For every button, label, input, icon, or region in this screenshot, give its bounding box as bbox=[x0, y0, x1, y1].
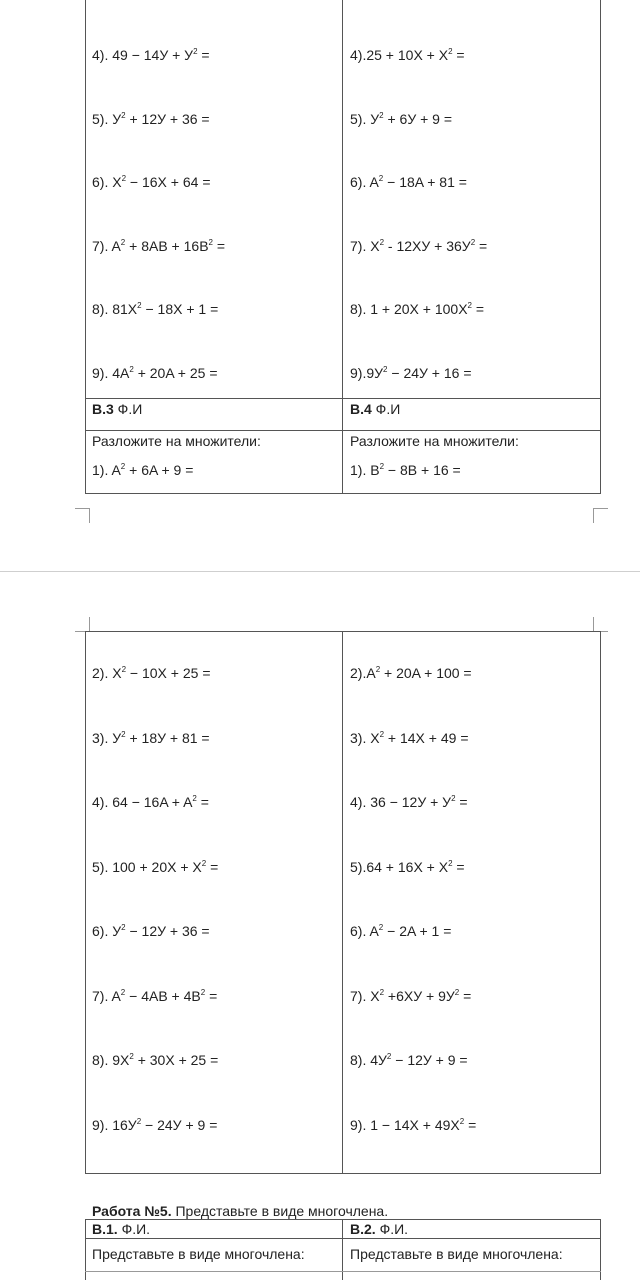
expression: 6). $A^2 - 18A + 81$ = bbox=[350, 174, 467, 190]
page-corner-mark bbox=[593, 617, 608, 632]
expression: $2).A^2 + 20A + 100$ = bbox=[350, 665, 472, 681]
page-corner-mark bbox=[593, 508, 608, 523]
name-field-label: Ф.И bbox=[113, 401, 143, 417]
variant-label: В.4 bbox=[350, 401, 372, 417]
instruction-right: Разложите на множители: bbox=[350, 433, 519, 449]
expression: 4). $64 - 16A + A^2$ = bbox=[92, 794, 209, 810]
variant-4-header bbox=[350, 400, 400, 418]
expression: 9). $16У^2 - 24У + 9$ = bbox=[92, 1116, 218, 1133]
instruction-left: Разложите на множители: bbox=[92, 433, 261, 449]
expression: 2). $X^2 - 10X + 25$ = bbox=[92, 665, 211, 681]
work5-title: Работа №5. Представьте в виде многочлена. bbox=[92, 1203, 389, 1219]
expression: $5).64 + 16X + X^2$ = bbox=[350, 858, 465, 875]
expression: 5). $У^2 + 12У + 36$ = bbox=[92, 110, 210, 127]
variant-1-header: В.1. Ф.И. bbox=[92, 1221, 151, 1237]
variant-3-header bbox=[92, 400, 142, 418]
expression: 7). $A^2 - 4AB + 4B^2$ = bbox=[92, 987, 218, 1004]
page-separator bbox=[0, 571, 640, 572]
variant-2-header: В.2. Ф.И. bbox=[350, 1221, 409, 1237]
instruction-right: Представьте в виде многочлена: bbox=[350, 1246, 563, 1262]
expression: 1). $B^2 - 8B + 16$ = bbox=[350, 462, 461, 478]
expression: 1). $A^2 + 6A + 9$ = bbox=[92, 462, 194, 478]
page-corner-mark bbox=[75, 508, 90, 523]
expression: 3). $У^2 + 18У + 81$ = bbox=[92, 729, 210, 746]
expression: 4). $49 - 14У + У^2$ = bbox=[92, 47, 210, 63]
expression: $9).9У^2 - 24У + 16$ = bbox=[350, 364, 472, 381]
expression: $4).25 + 10X + X^2$ = bbox=[350, 47, 465, 63]
expression: 7). $X^2 +6XУ + 9У^2$ = bbox=[350, 987, 472, 1004]
expression: 9). $4A^2 + 20A + 25$ = bbox=[92, 364, 218, 381]
expression: 4). $36 - 12У + У^2$ = bbox=[350, 794, 468, 810]
expression: 6). $X^2 - 16X + 64$ = bbox=[92, 174, 211, 190]
expression: 7). $A^2 + 8AB + 16B^2$ = bbox=[92, 237, 226, 254]
expression: 6). $У^2 - 12У + 36$ = bbox=[92, 923, 210, 939]
expression: 8). $1 + 20X + 100X^2$ = bbox=[350, 301, 485, 317]
expression: 6). $A^2 - 2A + 1$ = bbox=[350, 923, 452, 939]
expression: 8). $4У^2 - 12У + 9$ = bbox=[350, 1052, 468, 1068]
expression: 3). $X^2 + 14X + 49$ = bbox=[350, 729, 469, 746]
variant-label: В.3 bbox=[92, 401, 114, 417]
expression: 8). $81X^2 - 18X + 1$ = bbox=[92, 301, 219, 317]
expression: 5). $У^2 + 6У + 9$ = bbox=[350, 110, 453, 127]
expression: 7). $X^2 - 12XУ + 36У^2$ = bbox=[350, 237, 488, 254]
expression: 5). $100 + 20X + X^2$ = bbox=[92, 858, 219, 875]
instruction-left: Представьте в виде многочлена: bbox=[92, 1246, 305, 1262]
name-field-label: Ф.И bbox=[371, 401, 401, 417]
page-corner-mark bbox=[75, 617, 90, 632]
expression: 8). $9X^2 + 30X + 25$ = bbox=[92, 1052, 219, 1068]
expression: 9). $1 - 14X + 49X^2$ = bbox=[350, 1116, 477, 1133]
